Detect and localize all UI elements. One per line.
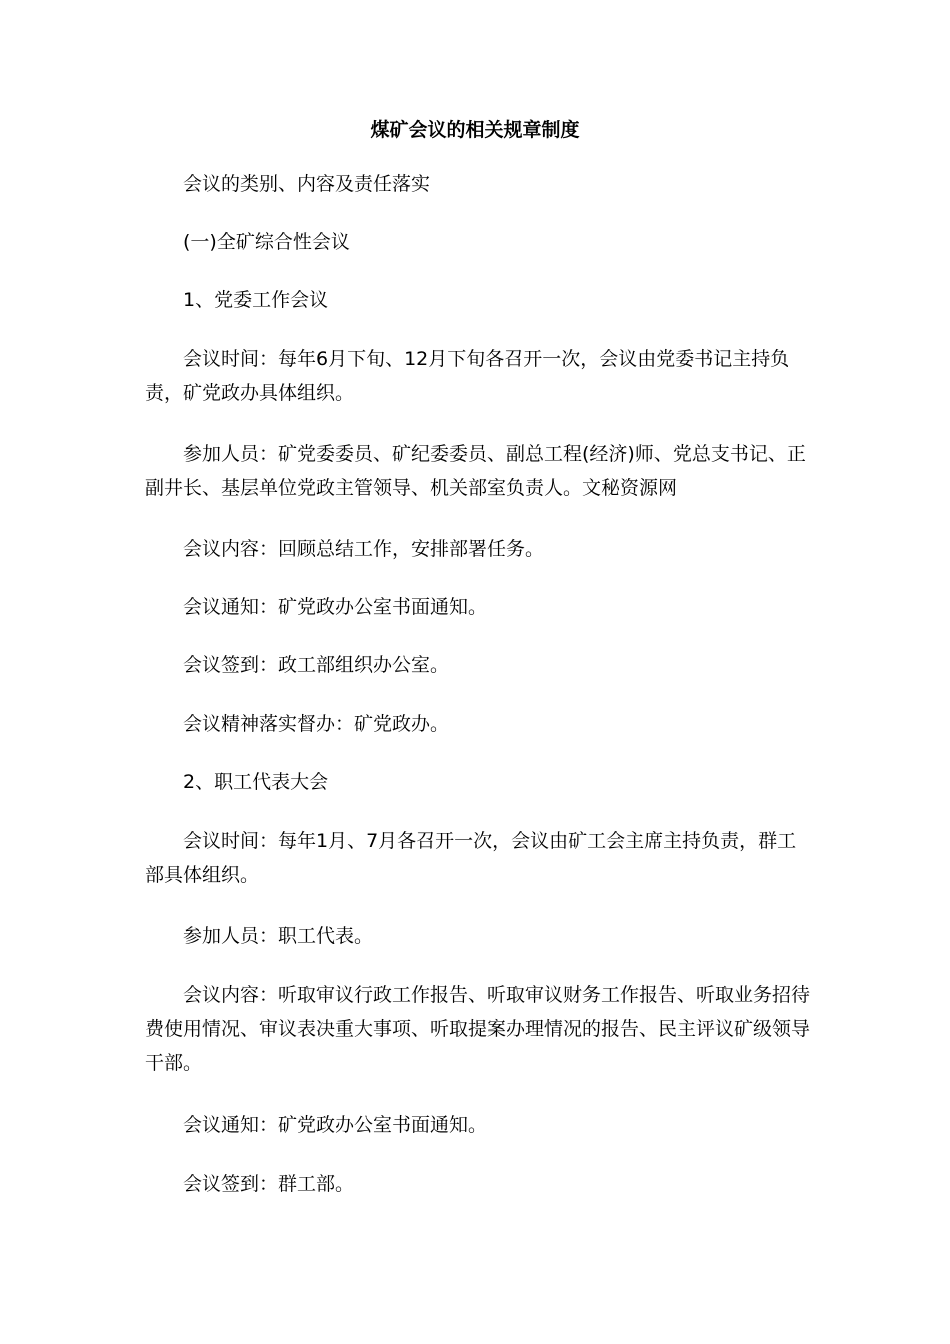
paragraph-party-meeting-content: 会议内容：回顾总结工作，安排部署任务。 [183, 538, 545, 560]
paragraph-party-meeting-notice: 会议通知：矿党政办公室书面通知。 [183, 596, 488, 618]
paragraph-party-meeting-attendees: 参加人员：矿党委委员、矿纪委委员、副总工程(经济)师、党总支书记、正副井长、基层单位党政主管领导、机关部室负责人。文秘资源网 [145, 443, 806, 499]
paragraph-workers-congress-signin: 会议签到：群工部。 [183, 1173, 355, 1195]
paragraph-party-meeting-heading: 1、党委工作会议 [183, 289, 329, 311]
paragraph-workers-congress-attendees: 参加人员：职工代表。 [183, 925, 374, 947]
paragraph-party-meeting-time: 会议时间：每年6月下旬、12月下旬各召开一次，会议由党委书记主持负责，矿党政办具体组织。 [145, 348, 790, 404]
document-title: 煤矿会议的相关规章制度 [370, 119, 580, 141]
paragraph-party-meeting-supervision: 会议精神落实督办：矿党政办。 [183, 713, 450, 735]
paragraph-meeting-categories: 会议的类别、内容及责任落实 [183, 173, 431, 195]
paragraph-workers-congress-content: 会议内容：听取审议行政工作报告、听取审议财务工作报告、听取业务招待费使用情况、审议表决重大事项、听取提案办理情况的报告、民主评议矿级领导干部。 [145, 984, 811, 1074]
paragraph-workers-congress-notice: 会议通知：矿党政办公室书面通知。 [183, 1114, 488, 1136]
paragraph-section-one: (一)全矿综合性会议 [183, 231, 350, 253]
paragraph-party-meeting-signin: 会议签到：政工部组织办公室。 [183, 654, 450, 676]
paragraph-workers-congress-heading: 2、职工代表大会 [183, 771, 329, 793]
paragraph-workers-congress-time: 会议时间：每年1月、7月各召开一次，会议由矿工会主席主持负责，群工部具体组织。 [145, 830, 797, 886]
